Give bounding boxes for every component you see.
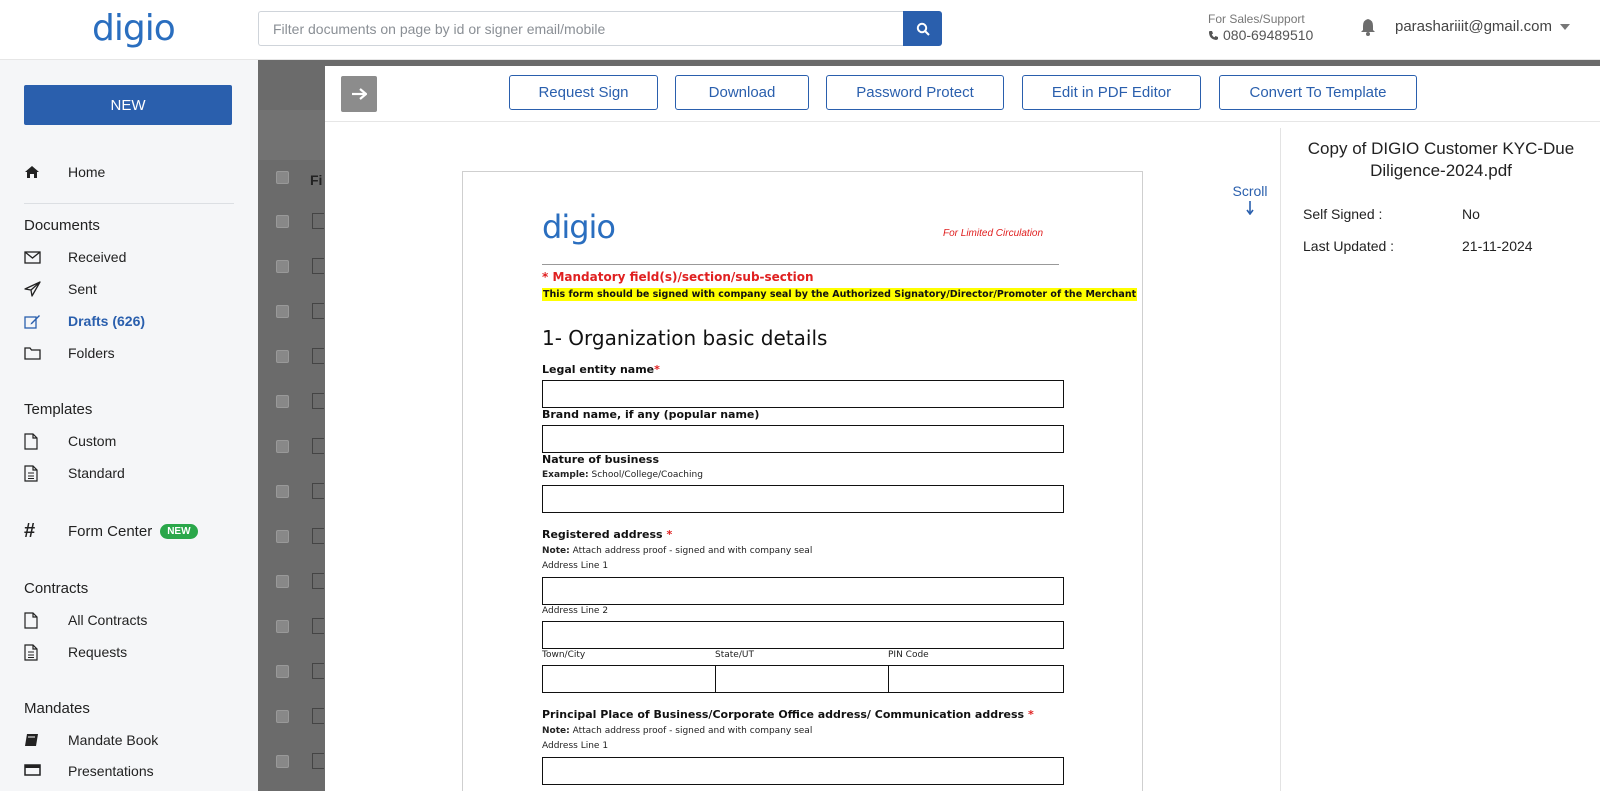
file-text-icon bbox=[24, 465, 68, 482]
sidebar-label: Drafts (626) bbox=[68, 313, 146, 329]
edit-pdf-button[interactable]: Edit in PDF Editor bbox=[1022, 75, 1201, 110]
row-checkbox[interactable] bbox=[276, 260, 289, 273]
row-checkbox[interactable] bbox=[276, 305, 289, 318]
last-updated-row bbox=[1303, 238, 1533, 254]
paper-plane-icon bbox=[24, 281, 68, 297]
sidebar-item-form-center[interactable] bbox=[24, 521, 198, 541]
row-checkbox[interactable] bbox=[276, 440, 289, 453]
field-label: Address Line 1 bbox=[542, 561, 609, 571]
field-label: Registered address * bbox=[542, 528, 673, 541]
arrow-down-icon bbox=[1246, 201, 1254, 215]
brand-name-field bbox=[542, 425, 1064, 453]
section-title: 1- Organization basic details bbox=[542, 326, 828, 350]
sidebar-label: Home bbox=[68, 164, 106, 180]
sidebar-label: Mandate Book bbox=[68, 732, 159, 748]
sidebar-label: Presentations bbox=[68, 763, 154, 779]
scroll-button[interactable] bbox=[1225, 183, 1275, 218]
sidebar-label: Custom bbox=[68, 433, 117, 449]
sidebar-label: Standard bbox=[68, 465, 125, 481]
book-icon bbox=[24, 733, 68, 748]
row-checkbox[interactable] bbox=[276, 755, 289, 768]
sidebar-item-mandate-book[interactable] bbox=[24, 730, 158, 750]
field-hint: Example: School/College/Coaching bbox=[542, 470, 703, 480]
pdf-file-icon bbox=[312, 393, 324, 409]
row-checkbox[interactable] bbox=[276, 215, 289, 228]
field-label: Legal entity name* bbox=[542, 363, 660, 376]
support-label: For Sales/Support bbox=[1208, 12, 1305, 26]
document-preview-modal bbox=[325, 66, 1600, 791]
row-checkbox[interactable] bbox=[276, 530, 289, 543]
document-title: Copy of DIGIO Customer KYC-Due Diligence-2024.pdf bbox=[1307, 139, 1575, 180]
caret-down-icon bbox=[1560, 24, 1570, 30]
section-templates: Templates bbox=[24, 401, 93, 418]
sidebar-label: Received bbox=[68, 249, 127, 265]
request-sign-button[interactable]: Request Sign bbox=[509, 75, 658, 110]
field-label: State/UT bbox=[715, 650, 754, 660]
search-icon bbox=[916, 22, 930, 36]
presentation-icon bbox=[24, 764, 68, 778]
sidebar-label: Requests bbox=[68, 644, 128, 660]
bell-icon[interactable] bbox=[1360, 18, 1376, 41]
divider bbox=[24, 203, 234, 204]
arrow-right-icon bbox=[351, 88, 367, 100]
sidebar-label: All Contracts bbox=[68, 612, 148, 628]
scroll-label: Scroll bbox=[1232, 183, 1268, 199]
pdf-page[interactable] bbox=[462, 171, 1143, 791]
edit-icon bbox=[24, 314, 68, 329]
row-checkbox[interactable] bbox=[276, 395, 289, 408]
seal-note: This form should be signed with company seal by the Authorized Signatory/Director/Promoter of the Merchant bbox=[543, 289, 1137, 300]
pdf-file-icon bbox=[312, 753, 324, 769]
pdf-file-icon bbox=[312, 618, 324, 634]
pdf-file-icon bbox=[312, 483, 324, 499]
home-icon bbox=[24, 165, 68, 179]
section-mandates: Mandates bbox=[24, 700, 90, 717]
close-panel-button[interactable] bbox=[341, 76, 377, 112]
sidebar-item-home[interactable] bbox=[24, 162, 105, 182]
hashtag-icon: # bbox=[24, 519, 36, 542]
field-label: Address Line 1 bbox=[542, 741, 609, 751]
select-all-checkbox[interactable] bbox=[276, 171, 289, 184]
principal-address-field bbox=[542, 757, 1064, 785]
info-value: 21-11-2024 bbox=[1462, 238, 1533, 254]
file-text-icon bbox=[24, 644, 68, 661]
field-hint: Note: Attach address proof - signed and with company seal bbox=[542, 546, 813, 556]
top-bar bbox=[0, 0, 1600, 60]
sidebar bbox=[0, 60, 258, 791]
circulation-note: For Limited Circulation bbox=[943, 228, 1044, 239]
field-label: PIN Code bbox=[888, 650, 929, 660]
sidebar-item-folders[interactable] bbox=[24, 343, 115, 363]
sidebar-item-standard[interactable] bbox=[24, 463, 125, 483]
field-label: Principal Place of Business/Corporate Office address/ Communication address * bbox=[542, 708, 1034, 721]
row-checkbox[interactable] bbox=[276, 710, 289, 723]
field-label: Town/City bbox=[542, 650, 586, 660]
pdf-file-icon bbox=[312, 573, 324, 589]
nature-of-business-field bbox=[542, 485, 1064, 513]
info-label: Last Updated : bbox=[1303, 238, 1395, 254]
modal-toolbar bbox=[325, 66, 1600, 122]
pdf-file-icon bbox=[312, 303, 324, 319]
divider bbox=[542, 264, 1059, 265]
user-email: parashariiit@gmail.com bbox=[1395, 18, 1552, 35]
pdf-file-icon bbox=[312, 438, 324, 454]
pdf-file-icon bbox=[312, 348, 324, 364]
document-logo: digio bbox=[542, 208, 615, 246]
sidebar-item-requests[interactable] bbox=[24, 642, 127, 662]
info-label: Self Signed : bbox=[1303, 206, 1383, 222]
town-field bbox=[542, 665, 716, 693]
pdf-file-icon bbox=[312, 528, 324, 544]
sidebar-item-custom[interactable] bbox=[24, 431, 116, 451]
mandatory-note: * Mandatory field(s)/section/sub-section bbox=[542, 270, 814, 284]
address-line2-field bbox=[542, 621, 1064, 649]
convert-template-button[interactable]: Convert To Template bbox=[1219, 75, 1417, 110]
section-documents: Documents bbox=[24, 217, 100, 234]
state-field bbox=[715, 665, 889, 693]
digio-logo[interactable]: digio bbox=[92, 8, 175, 49]
section-contracts: Contracts bbox=[24, 580, 89, 597]
pdf-file-icon bbox=[312, 213, 324, 229]
support-phone[interactable]: 080-69489510 bbox=[1223, 27, 1314, 43]
sidebar-label: Folders bbox=[68, 345, 115, 361]
self-signed-row bbox=[1303, 206, 1480, 222]
new-badge: NEW bbox=[160, 524, 197, 539]
password-protect-button[interactable]: Password Protect bbox=[826, 75, 1004, 110]
field-label: Nature of business bbox=[542, 453, 660, 466]
user-menu[interactable] bbox=[1395, 18, 1570, 35]
sidebar-item-sent[interactable] bbox=[24, 279, 97, 299]
file-icon bbox=[24, 433, 68, 450]
document-info-panel bbox=[1280, 128, 1600, 791]
folder-icon bbox=[24, 346, 68, 360]
field-label: Brand name, if any (popular name) bbox=[542, 408, 760, 421]
phone-icon bbox=[1208, 30, 1219, 41]
info-value: No bbox=[1462, 206, 1480, 222]
support-info bbox=[1208, 12, 1313, 42]
column-header: Fi bbox=[310, 172, 323, 188]
search-button[interactable] bbox=[903, 11, 942, 46]
pdf-file-icon bbox=[312, 663, 324, 679]
sidebar-item-all-contracts[interactable] bbox=[24, 610, 147, 630]
list-header bbox=[258, 110, 326, 160]
field-hint: Note: Attach address proof - signed and with company seal bbox=[542, 726, 813, 736]
field-label: Address Line 2 bbox=[542, 606, 609, 616]
sidebar-item-presentations[interactable] bbox=[24, 761, 154, 781]
address-line1-field bbox=[542, 577, 1064, 605]
file-icon bbox=[24, 612, 68, 629]
new-button[interactable]: NEW bbox=[24, 85, 232, 125]
row-checkbox[interactable] bbox=[276, 620, 289, 633]
sidebar-label: Sent bbox=[68, 281, 97, 297]
row-checkbox[interactable] bbox=[276, 350, 289, 363]
pin-field bbox=[888, 665, 1064, 693]
sidebar-item-received[interactable] bbox=[24, 247, 126, 267]
envelope-icon bbox=[24, 251, 68, 264]
legal-entity-field bbox=[542, 380, 1064, 408]
sidebar-item-drafts[interactable] bbox=[24, 311, 145, 331]
row-checkbox[interactable] bbox=[276, 485, 289, 498]
row-checkbox[interactable] bbox=[276, 665, 289, 678]
search-input[interactable] bbox=[258, 11, 904, 46]
sidebar-label: Form Center bbox=[68, 522, 153, 540]
download-button[interactable]: Download bbox=[675, 75, 809, 110]
pdf-file-icon bbox=[312, 258, 324, 274]
row-checkbox[interactable] bbox=[276, 575, 289, 588]
pdf-file-icon bbox=[312, 708, 324, 724]
